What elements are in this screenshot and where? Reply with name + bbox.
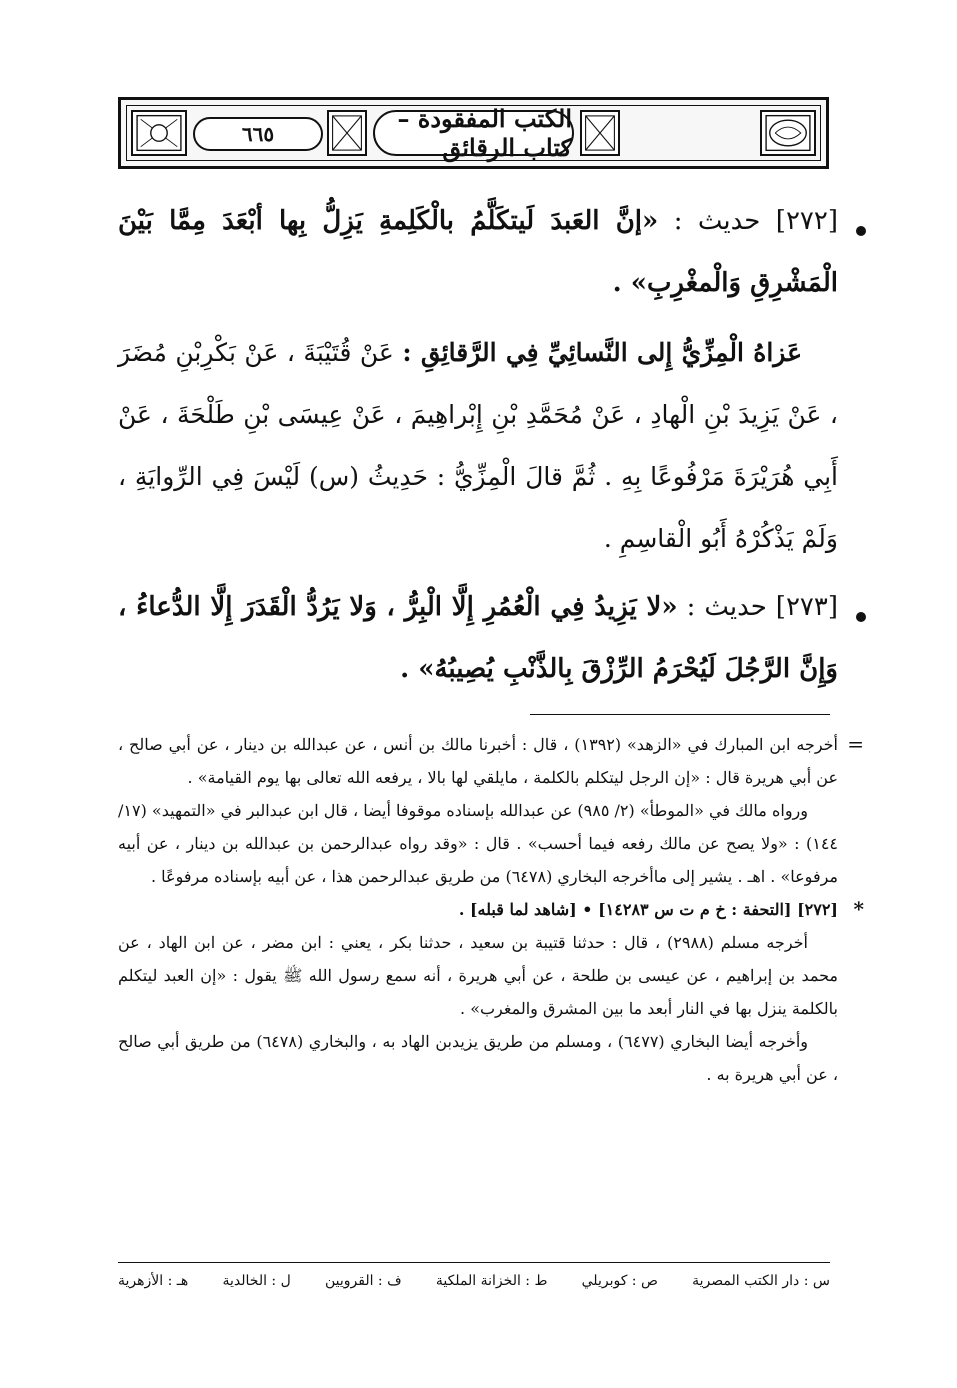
footnote-text: وأخرجه أيضا البخاري (٦٤٧٧) ، ومسلم من طريق يزيدبن الهاد به ، والبخاري (٦٤٧٨) من طريق أبي صالح ، عن أبي هريرة به . <box>118 1032 838 1084</box>
abbreviations-legend <box>118 1270 830 1292</box>
footnote-paragraph <box>118 926 838 1025</box>
commentary-lead: عَزاهُ الْمِزِّيُّ إِلى النَّسائِيِّ فِي الرَّقائِقِ : <box>402 338 802 367</box>
page-header <box>118 97 829 169</box>
commentary-text: عَنْ قُتَيْبَةَ ، عَنْ بَكْرِبْنِ مُضَرَ ، عَنْ يَزِيدَ بْنِ الْهادِ ، عَنْ مُحَمَّدِ بْنِ إِبْراهِيمَ ، عَنْ عِيسَى بْنِ طَلْحَةَ ، عَنْ أَبِي هُرَيْرَةَ مَرْفُوعًا بِهِ . ثُمَّ قالَ الْمِزِّيُّ : حَدِيثُ (س) لَيْسَ فِي الرِّوايَةِ ، وَلَمْ يَذْكُرْهُ أَبُو الْقاسِمِ . <box>118 338 838 553</box>
page-number-box <box>193 117 323 151</box>
footnote-text: أخرجه مسلم (٢٩٨٨) ، قال : حدثنا قتيبة بن سعيد ، حدثنا بكر ، يعني : ابن مضر ، عن ابن الهاد ، عن محمد بن إبراهيم ، عن عيسى بن طلحة ، عن أبي هريرة ، أنه سمع رسول الله ﷺ يقول : «إن العبد ليتكلم بالكلمة ينزل بها في النار أبعد ما بين المشرق والمغرب» . <box>118 933 839 1018</box>
page-number: ٦٦٥ <box>241 122 275 146</box>
hadith-label: حديث : <box>673 206 761 236</box>
footnote-divider <box>530 714 830 715</box>
star-mark: * <box>853 897 864 921</box>
footnote-heading-text: [٢٧٢] [التحفة : خ م ت س ١٤٢٨٣] • [شاهد لما قبله] . <box>458 900 838 919</box>
hadith-number: [٢٧٢] <box>775 206 839 236</box>
hadith-273 <box>118 576 838 700</box>
header-title-box <box>373 104 574 162</box>
ornament-logo-icon <box>760 110 816 156</box>
footnote-text: أخرجه ابن المبارك في «الزهد» (١٣٩٢) ، قال : أخبرنا مالك بن أنس ، عن عبدالله بن دينار ، عن أبي صالح ، عن أبي هريرة قال : «إن الرجل ليتكلم بالكلمة ، مايلقي لها بالا ، يرفعه الله تعالى بها يوم القيامة» . <box>118 735 838 787</box>
hadith-number: [٢٧٣] <box>775 592 839 622</box>
footnote-paragraph <box>118 794 838 893</box>
hadith-273-text <box>118 576 838 700</box>
main-content <box>118 190 838 700</box>
abbreviation-item: ط : الخزانة الملكية <box>435 1273 548 1289</box>
hadith-272 <box>118 190 838 314</box>
abbreviation-item: هـ : الأزهرية <box>118 1273 189 1289</box>
ornament-icon <box>580 110 620 156</box>
abbreviation-item: ل : الخالدية <box>222 1273 291 1289</box>
ornament-icon <box>327 110 367 156</box>
hadith-272-text <box>118 190 838 314</box>
bottom-divider <box>118 1262 830 1263</box>
footnotes <box>118 728 864 1091</box>
abbreviation-item: س : دار الكتب المصرية <box>692 1273 830 1289</box>
abbreviation-item: ف : القرويين <box>324 1273 402 1289</box>
bullet-icon <box>856 612 866 622</box>
footnote-paragraph <box>118 1025 838 1091</box>
ornament-icon <box>131 110 187 156</box>
abbreviation-item: ص : كوبريلي <box>581 1273 658 1289</box>
footnote-text: ورواه مالك في «الموطأ» (٢/ ٩٨٥) عن عبدالله بإسناده موقوفا أيضا ، قال ابن عبدالبر في «التمهيد» (١٧/ ١٤٤) : «ولا يصح عن مالك رفعه فيما أحسب» . قال : «وقد رواه عبدالرحمن بن عبدالله بن دينار ، عن أبيه مرفوعا» . اهـ . يشير إلى ماأخرجه البخاري (٦٤٧٨) من طريق عبدالرحمن هذا ، عن أبيه بإسناده مرفوعًا . <box>118 801 838 886</box>
commentary-272 <box>118 322 838 570</box>
hadith-quote: «لا يَزِيدُ فِي الْعُمُرِ إِلَّا الْبِرُّ ، وَلا يَرُدُّ الْقَدَرَ إِلَّا الدُّعاءُ ، وَإِنَّ الرَّجُلَ لَيُحْرَمُ الرِّزْقَ بِالذَّنْبِ يُصِيبُهُ» . <box>118 592 838 684</box>
header-title: الكتب المفقودة – كتاب الرقائق <box>397 104 572 162</box>
bullet-icon <box>856 226 866 236</box>
hadith-label: حديث : <box>686 592 767 622</box>
footnote-paragraph <box>118 728 864 794</box>
continuation-mark: = <box>847 732 864 756</box>
footnote-heading <box>118 893 864 926</box>
hadith-quote: «إنَّ العَبدَ لَيتكَلَّمُ بالْكَلِمةِ يَزِلُّ بِها أبْعَدَ مِمَّا بَيْنَ الْمَشْرِقِ وَالْمغْرِبِ» . <box>118 206 838 298</box>
